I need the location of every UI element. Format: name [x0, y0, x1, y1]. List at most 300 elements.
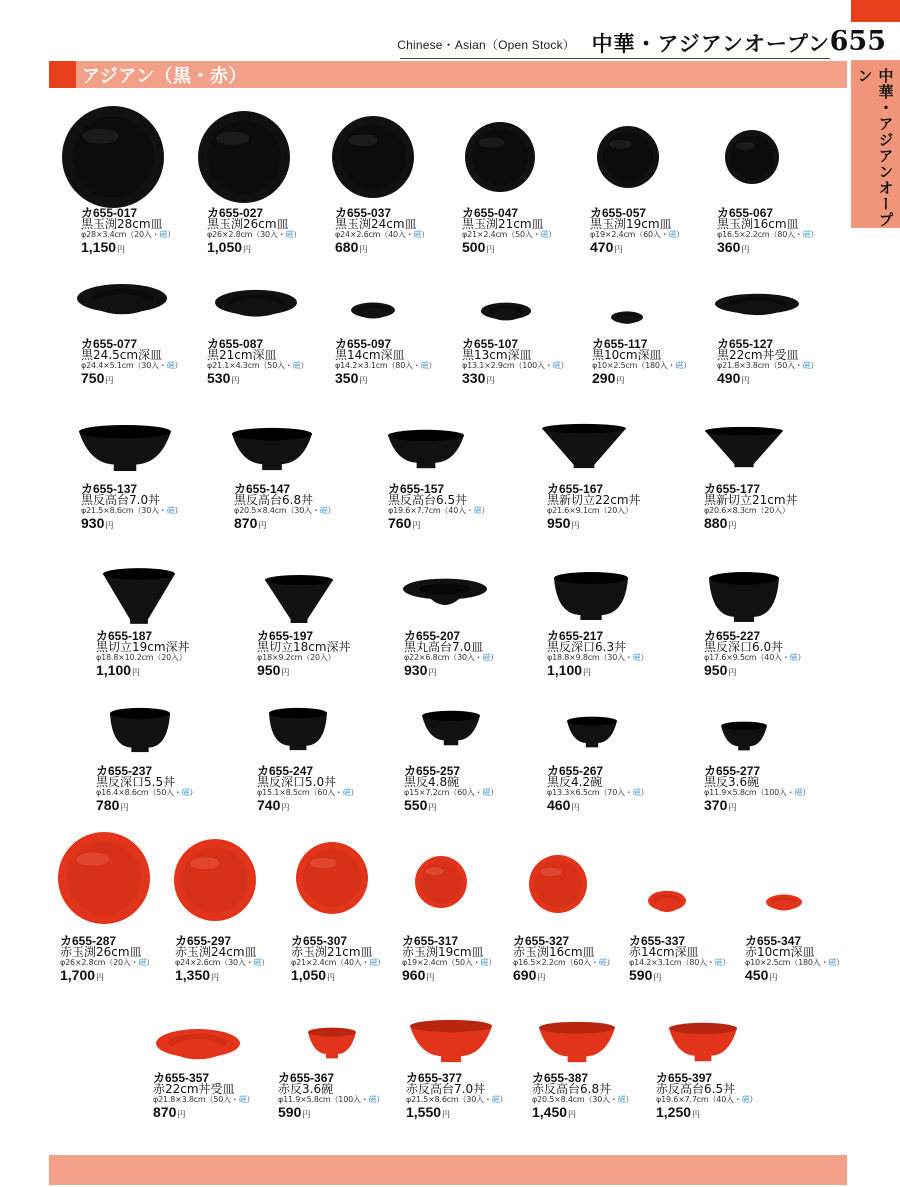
product-code: カ655-397 — [656, 1071, 713, 1085]
product-spec-text: φ21.8×3.8cm（50入・ — [153, 1095, 239, 1104]
product-image — [61, 105, 165, 213]
product-name: 黒14cm深皿 — [335, 348, 405, 362]
product-spec-text: φ26×2.8cm（20入・ — [60, 958, 139, 967]
product-code: カ655-017 — [81, 206, 138, 220]
price-yen: 円 — [426, 973, 435, 982]
product-info — [532, 1072, 633, 1119]
porcelain-mark: 磁 — [802, 230, 811, 239]
product-info — [404, 765, 498, 812]
product-spec-text: φ11.9×5.8cm（100入・ — [278, 1095, 369, 1104]
product-spec — [257, 789, 358, 797]
porcelain-mark: 磁 — [292, 361, 301, 370]
product-name: 赤反3.6碗 — [278, 1082, 334, 1096]
price-yen: 円 — [428, 803, 437, 812]
product-info — [462, 207, 556, 254]
product-spec — [96, 789, 197, 797]
product-price — [291, 968, 385, 982]
product-info — [547, 630, 648, 677]
porcelain-mark: 磁 — [540, 230, 549, 239]
product-image — [765, 894, 803, 916]
product-info — [402, 935, 496, 982]
product-name: 赤玉渕16cm皿 — [513, 945, 595, 959]
price-yen: 円 — [741, 245, 750, 254]
product-image — [538, 1021, 616, 1067]
product-image — [714, 293, 800, 321]
price-value: 290 — [592, 370, 616, 386]
product-image — [214, 289, 298, 323]
product-spec-end: ） — [490, 788, 499, 797]
product-image — [596, 125, 660, 193]
product-spec-text: φ21.8×3.8cm（50入・ — [717, 361, 803, 370]
product-spec-end: ） — [676, 230, 685, 239]
product-name: 赤玉渕19cm皿 — [402, 945, 484, 959]
product-name: 赤反高台6.5丼 — [656, 1082, 736, 1096]
price-yen: 円 — [281, 803, 290, 812]
porcelain-mark: 磁 — [138, 958, 147, 967]
price-value: 470 — [590, 239, 614, 255]
product-image — [464, 121, 536, 197]
porcelain-mark: 磁 — [413, 230, 422, 239]
price-value: 760 — [388, 515, 412, 531]
product-spec-text: φ20.6×8.3cm（20入） — [704, 506, 790, 515]
product-code: カ655-097 — [335, 337, 392, 351]
product-spec — [175, 959, 269, 967]
porcelain-mark: 磁 — [802, 361, 811, 370]
product-name: 黒玉渕26cm皿 — [207, 217, 289, 231]
product-name: 黒切立19cm深丼 — [96, 640, 190, 654]
product-info — [462, 338, 568, 385]
product-code: カ655-237 — [96, 764, 153, 778]
product-code: カ655-247 — [257, 764, 314, 778]
price-value: 780 — [96, 797, 120, 813]
product-spec-text: φ28×3.4cm（20入・ — [81, 230, 160, 239]
product-price — [717, 371, 818, 385]
product-spec-end: ） — [246, 1095, 255, 1104]
product-spec-text: φ11.9×5.8cm（100入・ — [704, 788, 795, 797]
product-spec-text: φ19×2.4cm（60入・ — [590, 230, 669, 239]
product-image — [724, 129, 780, 189]
product-code: カ655-317 — [402, 934, 459, 948]
product-image — [541, 423, 627, 473]
product-spec — [335, 231, 429, 239]
product-spec-end: ） — [836, 958, 844, 967]
product-spec — [704, 654, 805, 662]
header-japanese-title: 中華・アジアンオープン — [591, 32, 830, 56]
price-value: 550 — [404, 797, 428, 813]
price-value: 950 — [547, 515, 571, 531]
product-spec-end: ） — [640, 788, 649, 797]
price-yen: 円 — [258, 521, 267, 530]
product-name: 赤10cm深皿 — [745, 945, 815, 959]
product-name: 黒丸高台7.0皿 — [404, 640, 484, 654]
product-name: 黒玉渕28cm皿 — [81, 217, 163, 231]
product-info — [717, 207, 818, 254]
price-yen: 円 — [769, 973, 778, 982]
product-image — [409, 1019, 493, 1067]
product-name: 黒反高台6.5丼 — [388, 493, 468, 507]
product-spec-end: ） — [625, 1095, 634, 1104]
product-spec — [207, 231, 301, 239]
product-spec-end: ） — [428, 361, 437, 370]
product-spec — [388, 507, 489, 515]
product-spec-end: ） — [810, 230, 819, 239]
product-spec — [291, 959, 385, 967]
product-code: カ655-087 — [207, 337, 264, 351]
product-info — [704, 765, 810, 812]
product-code: カ655-207 — [404, 629, 461, 643]
product-spec — [404, 654, 498, 662]
price-yen: 円 — [728, 668, 737, 677]
product-price — [717, 240, 818, 254]
product-spec-text: φ19.6×7.7cm（40入・ — [656, 1095, 742, 1104]
product-spec — [278, 1096, 384, 1104]
product-spec — [513, 959, 614, 967]
porcelain-mark: 磁 — [714, 958, 723, 967]
product-info — [96, 765, 197, 812]
page-header — [0, 0, 900, 60]
product-price — [547, 798, 648, 812]
porcelain-mark: 磁 — [552, 361, 561, 370]
price-yen: 円 — [117, 245, 126, 254]
product-name: 黒新切立22cm丼 — [547, 493, 641, 507]
product-name: 黒反4.2碗 — [547, 775, 603, 789]
product-price — [629, 968, 730, 982]
product-image — [109, 707, 171, 757]
porcelain-mark: 磁 — [473, 506, 482, 515]
product-code: カ655-197 — [257, 629, 314, 643]
product-info — [81, 207, 175, 254]
product-spec-text: φ18×9.2cm（20入） — [257, 653, 336, 662]
product-spec-end: ） — [300, 361, 309, 370]
product-info — [404, 630, 498, 677]
page-number: 655 — [829, 26, 886, 57]
product-info — [153, 1072, 254, 1119]
product-spec-text: φ15×7.2cm（60入・ — [404, 788, 483, 797]
product-spec-text: φ17.6×9.5cm（40入・ — [704, 653, 790, 662]
product-spec-end: ） — [499, 1095, 508, 1104]
product-spec-end: ） — [481, 506, 490, 515]
product-code: カ655-187 — [96, 629, 153, 643]
porcelain-mark: 磁 — [319, 506, 328, 515]
product-info — [717, 338, 818, 385]
product-price — [406, 1105, 507, 1119]
product-code: カ655-107 — [462, 337, 519, 351]
product-code: カ655-077 — [81, 337, 138, 351]
product-code: カ655-157 — [388, 482, 445, 496]
price-value: 360 — [717, 239, 741, 255]
product-price — [462, 371, 568, 385]
product-image — [155, 1028, 241, 1066]
product-image — [402, 577, 488, 621]
product-code: カ655-267 — [547, 764, 604, 778]
product-spec-end: ） — [174, 361, 183, 370]
product-spec-end: ） — [174, 506, 183, 515]
porcelain-mark: 磁 — [617, 1095, 626, 1104]
product-spec-end: ） — [490, 653, 499, 662]
product-code: カ655-357 — [153, 1071, 210, 1085]
product-spec-end: ） — [797, 653, 806, 662]
product-image — [231, 427, 313, 475]
product-spec-end: ） — [293, 230, 302, 239]
product-spec-text: φ24×2.6cm（40入・ — [335, 230, 414, 239]
product-image — [76, 283, 168, 321]
price-yen: 円 — [692, 1110, 701, 1119]
product-spec-text: φ14.2×3.1cm（80入・ — [335, 361, 421, 370]
product-spec-text: φ22×6.8cm（30入・ — [404, 653, 483, 662]
porcelain-mark: 磁 — [181, 788, 190, 797]
price-yen: 円 — [728, 521, 737, 530]
product-spec — [592, 362, 691, 370]
porcelain-mark: 磁 — [794, 788, 803, 797]
price-value: 870 — [234, 515, 258, 531]
product-code: カ655-147 — [234, 482, 291, 496]
product-info — [406, 1072, 507, 1119]
product-name: 赤反高台6.8丼 — [532, 1082, 612, 1096]
product-price — [81, 240, 175, 254]
product-spec — [81, 231, 175, 239]
product-spec — [207, 362, 308, 370]
product-name: 黒13cm深皿 — [462, 348, 532, 362]
product-spec — [234, 507, 335, 515]
product-code: カ655-327 — [513, 934, 570, 948]
product-code: カ655-137 — [81, 482, 138, 496]
product-spec-end: ） — [683, 361, 691, 370]
product-info — [291, 935, 385, 982]
product-code: カ655-057 — [590, 206, 647, 220]
product-code: カ655-277 — [704, 764, 761, 778]
product-info — [629, 935, 730, 982]
product-spec-text: φ18.8×10.2cm（20入） — [96, 653, 187, 662]
price-yen: 円 — [571, 521, 580, 530]
product-price — [335, 240, 429, 254]
porcelain-mark: 磁 — [482, 653, 491, 662]
product-spec-text: φ16.5×2.2cm（60入・ — [513, 958, 599, 967]
product-price — [207, 371, 308, 385]
product-name: 赤玉渕24cm皿 — [175, 945, 257, 959]
product-image — [264, 574, 334, 628]
product-price — [532, 1105, 633, 1119]
product-image — [421, 710, 481, 750]
product-image — [704, 426, 784, 472]
price-value: 950 — [704, 662, 728, 678]
side-category-tab[interactable] — [851, 60, 900, 228]
product-spec-end: ） — [327, 506, 336, 515]
product-spec — [96, 654, 190, 662]
product-code: カ655-377 — [406, 1071, 463, 1085]
product-spec — [656, 1096, 757, 1104]
price-yen: 円 — [281, 668, 290, 677]
product-code: カ655-337 — [629, 934, 686, 948]
section-marker — [49, 61, 76, 88]
product-price — [257, 663, 351, 677]
product-name: 赤14cm深皿 — [629, 945, 699, 959]
product-name: 黒反高台6.8丼 — [234, 493, 314, 507]
product-spec-text: φ18.8×9.8cm（30入・ — [547, 653, 633, 662]
product-image — [720, 721, 768, 755]
product-spec-end: ） — [749, 1095, 758, 1104]
product-price — [278, 1105, 384, 1119]
price-yen: 円 — [359, 376, 368, 385]
product-info — [388, 483, 489, 530]
price-yen: 円 — [537, 973, 546, 982]
product-price — [592, 371, 691, 385]
product-image — [268, 707, 328, 755]
product-info — [175, 935, 269, 982]
price-yen: 円 — [96, 973, 105, 982]
product-spec-text: φ10×2.5cm（180入・ — [592, 361, 676, 370]
product-spec-end: ） — [560, 361, 569, 370]
price-value: 490 — [717, 370, 741, 386]
product-spec — [717, 231, 818, 239]
header-english-title: Chinese・Asian（Open Stock） — [397, 38, 575, 52]
product-image — [414, 855, 468, 913]
product-info — [547, 483, 641, 530]
price-value: 1,150 — [81, 239, 117, 255]
product-price — [745, 968, 844, 982]
price-yen: 円 — [231, 376, 240, 385]
product-code: カ655-177 — [704, 482, 761, 496]
price-value: 1,100 — [96, 662, 132, 678]
price-value: 1,350 — [175, 967, 211, 983]
price-yen: 円 — [571, 803, 580, 812]
price-value: 740 — [257, 797, 281, 813]
price-value: 1,100 — [547, 662, 583, 678]
porcelain-mark: 磁 — [166, 506, 175, 515]
product-info — [81, 483, 182, 530]
product-code: カ655-047 — [462, 206, 519, 220]
porcelain-mark: 磁 — [598, 958, 607, 967]
price-yen: 円 — [741, 376, 750, 385]
porcelain-mark: 磁 — [828, 958, 837, 967]
product-spec-text: φ21×2.4cm（50入・ — [462, 230, 541, 239]
porcelain-mark: 磁 — [285, 230, 294, 239]
price-yen: 円 — [327, 973, 336, 982]
porcelain-mark: 磁 — [632, 653, 641, 662]
product-image — [610, 310, 644, 329]
price-yen: 円 — [616, 376, 625, 385]
product-spec-end: ） — [261, 958, 270, 967]
price-yen: 円 — [653, 973, 662, 982]
porcelain-mark: 磁 — [369, 958, 378, 967]
price-value: 370 — [704, 797, 728, 813]
price-value: 690 — [513, 967, 537, 983]
price-value: 1,450 — [532, 1104, 568, 1120]
product-image — [173, 838, 257, 926]
product-spec-end: ） — [376, 1095, 385, 1104]
porcelain-mark: 磁 — [166, 361, 175, 370]
product-name: 黒反高台7.0丼 — [81, 493, 161, 507]
product-spec — [547, 507, 641, 515]
price-yen: 円 — [359, 245, 368, 254]
product-spec — [547, 654, 648, 662]
product-spec-end: ） — [802, 788, 811, 797]
product-code: カ655-227 — [704, 629, 761, 643]
product-price — [704, 798, 810, 812]
price-yen: 円 — [105, 376, 114, 385]
product-info — [81, 338, 182, 385]
product-spec — [60, 959, 154, 967]
price-yen: 円 — [120, 803, 129, 812]
price-yen: 円 — [442, 1110, 451, 1119]
product-image — [553, 571, 629, 625]
product-price — [590, 240, 684, 254]
product-spec-text: φ19×2.4cm（50入・ — [402, 958, 481, 967]
product-spec-end: ） — [488, 958, 497, 967]
product-price — [257, 798, 358, 812]
product-info — [257, 630, 351, 677]
product-code: カ655-297 — [175, 934, 232, 948]
product-code: カ655-387 — [532, 1071, 589, 1085]
price-yen: 円 — [211, 973, 220, 982]
price-yen: 円 — [132, 668, 141, 677]
product-name: 黒切立18cm深丼 — [257, 640, 351, 654]
price-value: 500 — [462, 239, 486, 255]
price-value: 950 — [257, 662, 281, 678]
porcelain-mark: 磁 — [480, 958, 489, 967]
product-price — [704, 663, 805, 677]
product-code: カ655-167 — [547, 482, 604, 496]
price-yen: 円 — [568, 1110, 577, 1119]
product-price — [513, 968, 614, 982]
product-image — [566, 716, 618, 752]
product-price — [96, 663, 190, 677]
price-value: 1,700 — [60, 967, 96, 983]
product-spec-text: φ21×2.4cm（40入・ — [291, 958, 370, 967]
product-image — [647, 890, 687, 918]
product-name: 赤反高台7.0丼 — [406, 1082, 486, 1096]
product-spec — [335, 362, 436, 370]
product-spec — [532, 1096, 633, 1104]
price-value: 680 — [335, 239, 359, 255]
footer-bar — [49, 1155, 847, 1185]
product-price — [153, 1105, 254, 1119]
product-name: 黒玉渕24cm皿 — [335, 217, 417, 231]
price-value: 750 — [81, 370, 105, 386]
product-code: カ655-217 — [547, 629, 604, 643]
product-image — [197, 110, 291, 208]
product-info — [96, 630, 190, 677]
product-code: カ655-347 — [745, 934, 802, 948]
product-price — [96, 798, 197, 812]
product-spec-text: φ15.1×8.5cm（60入・ — [257, 788, 343, 797]
product-spec-text: φ10×2.5cm（180入・ — [745, 958, 829, 967]
corner-tab — [851, 0, 900, 22]
price-value: 960 — [402, 967, 426, 983]
product-info — [590, 207, 684, 254]
porcelain-mark: 磁 — [368, 1095, 377, 1104]
product-spec — [704, 507, 798, 515]
product-name: 赤22cm丼受皿 — [153, 1082, 235, 1096]
price-value: 1,050 — [291, 967, 327, 983]
price-yen: 円 — [428, 668, 437, 677]
price-yen: 円 — [614, 245, 623, 254]
product-spec-text: φ21.5×8.6cm（30入・ — [406, 1095, 492, 1104]
price-value: 880 — [704, 515, 728, 531]
price-yen: 円 — [105, 521, 114, 530]
product-spec-text: φ16.5×2.2cm（80入・ — [717, 230, 803, 239]
product-price — [402, 968, 496, 982]
price-yen: 円 — [412, 521, 421, 530]
product-price — [207, 240, 301, 254]
price-value: 930 — [404, 662, 428, 678]
price-value: 1,050 — [207, 239, 243, 255]
price-value: 590 — [278, 1104, 302, 1120]
price-yen: 円 — [583, 668, 592, 677]
product-image — [307, 1027, 357, 1063]
product-spec-text: φ13.3×6.5cm（70入・ — [547, 788, 633, 797]
product-spec — [404, 789, 498, 797]
product-image — [387, 429, 465, 473]
